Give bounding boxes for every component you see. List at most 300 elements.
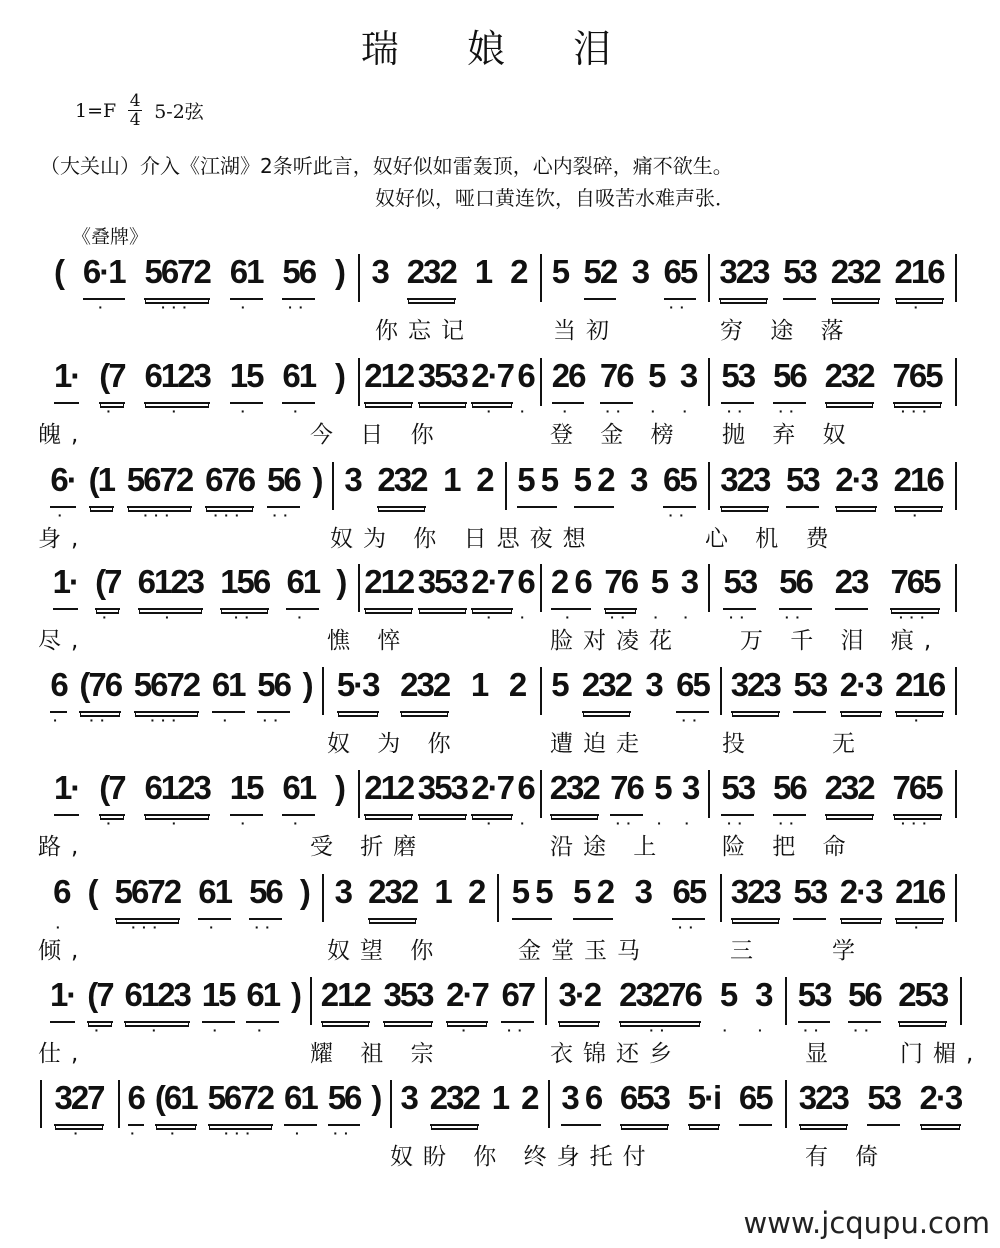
- note-group: ): [335, 769, 345, 806]
- octave-dots: ·: [130, 1125, 142, 1141]
- note-group: 3: [344, 461, 361, 498]
- note-group: 1: [491, 1079, 509, 1116]
- notation-line: [0, 1078, 1000, 1141]
- measure: [40, 1078, 118, 1141]
- lyric-text: 心 机 费: [705, 526, 839, 552]
- octave-dots: ··: [272, 507, 294, 523]
- note-group: 5 ·: [650, 563, 668, 625]
- lyric-text: 魄,: [38, 422, 89, 448]
- note-group: 323: [719, 252, 768, 300]
- octave-dots: ·: [913, 299, 925, 315]
- note-group: 232: [825, 768, 874, 816]
- note-group: 53 ··: [797, 976, 831, 1038]
- lyric-text: 穷 途 落: [720, 318, 854, 344]
- note-group: 3: [631, 253, 649, 290]
- note-group: ): [312, 461, 322, 498]
- note-group: 3: [645, 666, 662, 703]
- barline: [708, 564, 710, 612]
- note-group: 5 ·: [719, 976, 737, 1038]
- octave-dots: ·: [682, 403, 694, 419]
- octave-dots: ·: [293, 403, 305, 419]
- note-group: 6 ·: [53, 873, 70, 935]
- notation-line: [0, 872, 1000, 935]
- note-group: ): [335, 253, 345, 290]
- octave-dots: ··: [727, 403, 749, 419]
- measure: [540, 252, 708, 315]
- notation-line: [0, 356, 1000, 419]
- barline: [708, 358, 710, 406]
- octave-dots: ·: [683, 609, 695, 625]
- lyric-text: 奴盼 你 终身托付: [390, 1144, 656, 1170]
- tune-label: 《叠牌》: [72, 226, 149, 248]
- note-group: 212: [321, 975, 370, 1023]
- octave-dots: ·: [565, 609, 577, 625]
- octave-dots: ···: [143, 507, 176, 523]
- measure: [322, 872, 497, 928]
- barline: [785, 977, 787, 1025]
- barline: [545, 977, 547, 1025]
- lyric-text: 仕,: [38, 1041, 89, 1067]
- note-group: 2·7 ·: [446, 976, 488, 1038]
- barline: [955, 667, 957, 715]
- octave-dots: ·: [653, 609, 665, 625]
- measure: [785, 975, 960, 1038]
- note-group: 353: [418, 356, 467, 404]
- note-group: 53 ··: [723, 563, 757, 625]
- measure: [310, 975, 545, 1038]
- note-group: 53: [786, 460, 819, 508]
- octave-dots: ···: [224, 1125, 257, 1141]
- note-group: 6 ·: [517, 563, 534, 625]
- barline: [708, 254, 710, 302]
- measure: [358, 768, 540, 831]
- barline: [118, 1080, 120, 1128]
- octave-dots: ·: [55, 919, 67, 935]
- note-group: 5 2: [574, 460, 614, 508]
- lyrics-line: [0, 312, 1000, 346]
- note-group: 216 ·: [894, 253, 944, 315]
- note-group: 6123 ·: [144, 357, 210, 419]
- intro-line-1: （大关山）介入《江湖》2条听此言，奴好似如雷轰顶，心内裂碎，痛不欲生。: [40, 154, 733, 178]
- note-group: 56 ··: [847, 976, 881, 1038]
- lyric-text: 奴 为 你: [327, 731, 461, 757]
- note-group: 53: [783, 252, 816, 300]
- measure: [358, 356, 540, 419]
- octave-dots: ··: [669, 299, 691, 315]
- note-group: 323: [731, 665, 780, 713]
- note-group: 56 ··: [773, 769, 806, 831]
- note-group: 3: [371, 253, 388, 290]
- octave-dots: ·: [94, 1022, 106, 1038]
- lyric-text: 尽,: [38, 628, 89, 654]
- note-group: 6123 ·: [137, 563, 204, 625]
- measure: [540, 665, 720, 728]
- octave-dots: ···: [150, 712, 183, 728]
- note-group: 6123 ·: [124, 976, 190, 1038]
- lyric-text: 三: [730, 938, 763, 964]
- note-group: 65 ··: [663, 253, 697, 315]
- octave-dots: ·: [240, 815, 252, 831]
- measure: [497, 872, 720, 935]
- octave-dots: ··: [254, 919, 277, 935]
- note-group: 212: [364, 562, 413, 610]
- watermark: www.jcqupu.com: [743, 1206, 990, 1240]
- barline: [322, 667, 324, 715]
- note-group: 56 ··: [249, 873, 282, 935]
- note-group: 53: [793, 872, 826, 920]
- note-group: 232: [831, 252, 880, 300]
- note-group: 5 5: [517, 460, 557, 508]
- measure: [40, 562, 358, 625]
- measure: [548, 1078, 785, 1134]
- note-group: 323: [720, 460, 769, 508]
- measure: [118, 1078, 390, 1141]
- note-group: 353: [418, 562, 467, 610]
- note-group: ): [336, 563, 346, 600]
- octave-dots: ··: [610, 609, 632, 625]
- measure: [358, 562, 540, 625]
- measure: [390, 1078, 548, 1134]
- note-group: 212: [364, 356, 413, 404]
- note-group: 23: [835, 562, 868, 610]
- measure: [540, 768, 708, 831]
- note-group: 3·2: [558, 975, 600, 1023]
- barline: [40, 1080, 42, 1128]
- octave-dots: ··: [649, 1022, 671, 1038]
- note-group: 216 ·: [895, 873, 945, 935]
- note-group: 1·: [53, 562, 78, 610]
- lyric-text: 衣锦还乡: [550, 1041, 682, 1067]
- note-group: 2·3: [840, 665, 882, 713]
- octave-dots: ···: [901, 403, 934, 419]
- time-signature: $\frac{4}{4}$: [129, 91, 141, 130]
- measure: [708, 460, 955, 523]
- octave-dots: ·: [240, 403, 252, 419]
- note-group: 5672 ···: [144, 253, 210, 315]
- barline: [785, 1080, 787, 1128]
- note-group: 65 ··: [672, 873, 706, 935]
- note-group: 5672 ···: [126, 461, 193, 523]
- octave-dots: ··: [615, 815, 638, 831]
- note-group: 76 ··: [599, 357, 633, 419]
- note-group: 5 ·: [654, 769, 671, 831]
- octave-dots: ·: [914, 919, 925, 935]
- octave-dots: ··: [333, 1125, 355, 1141]
- note-group: 1·: [54, 356, 79, 404]
- lyrics-line: [0, 622, 1000, 656]
- barline: [955, 358, 957, 406]
- barline: [358, 770, 360, 818]
- note-group: 56 ··: [327, 1079, 361, 1141]
- lyrics-line: [0, 1138, 1000, 1172]
- barline: [540, 770, 542, 818]
- barline: [960, 977, 962, 1025]
- note-group: 2·7 ·: [471, 563, 513, 625]
- lyric-text: 有 倚: [805, 1144, 889, 1170]
- note-group: 3: [400, 1079, 417, 1116]
- lyrics-line: [0, 1035, 1000, 1069]
- note-group: ): [302, 666, 312, 703]
- note-group: 353: [418, 768, 467, 816]
- lyric-text: 受 折磨: [310, 834, 427, 860]
- measure: [332, 460, 505, 516]
- octave-dots: ·: [722, 1022, 734, 1038]
- note-group: 2: [521, 1079, 538, 1116]
- octave-dots: ·: [212, 1022, 224, 1038]
- note-group: 5·3: [337, 665, 379, 713]
- octave-dots: ·: [73, 1125, 85, 1141]
- measure: [40, 665, 322, 728]
- notation-line: [0, 665, 1000, 728]
- lyric-text: 耀 祖 宗: [310, 1041, 444, 1067]
- note-group: 676 ···: [205, 461, 255, 523]
- note-group: 76 ··: [610, 769, 643, 831]
- note-group: 56 ··: [257, 666, 290, 728]
- note-group: 6 ·: [517, 357, 534, 419]
- note-group: 56 ··: [282, 253, 316, 315]
- note-group: 3: [630, 461, 647, 498]
- note-group: 61 ·: [283, 1079, 317, 1141]
- note-group: 232: [407, 252, 456, 300]
- octave-dots: ··: [778, 403, 801, 419]
- octave-dots: ·: [240, 299, 252, 315]
- key-signature: [75, 92, 204, 129]
- note-group: 15 ·: [229, 357, 263, 419]
- octave-dots: ···: [901, 815, 934, 831]
- lyric-text: 险 把 命: [722, 834, 856, 860]
- note-group: 216 ·: [893, 461, 943, 523]
- note-group: 65 ··: [676, 666, 709, 728]
- measure: [708, 562, 955, 625]
- barline: [358, 254, 360, 302]
- song-title: 瑞 娘 泪: [360, 27, 640, 71]
- barline: [955, 254, 957, 302]
- octave-dots: ··: [89, 712, 111, 728]
- octave-dots: ···: [131, 919, 164, 935]
- note-group: 3 ·: [681, 769, 699, 831]
- lyric-text: 身,: [38, 526, 89, 552]
- note-group: 232: [368, 872, 417, 920]
- note-group: 6123 ·: [144, 769, 210, 831]
- note-group: 5 2: [573, 872, 613, 920]
- lyric-text: 抛 弃 奴: [722, 422, 856, 448]
- octave-dots: ·: [486, 815, 498, 831]
- note-group: ): [335, 357, 345, 394]
- barline: [497, 874, 499, 922]
- octave-dots: ·: [758, 1022, 769, 1038]
- note-group: 2·7 ·: [471, 769, 513, 831]
- lyric-text: 憔 悴: [327, 628, 411, 654]
- octave-dots: ·: [222, 712, 234, 728]
- octave-dots: ·: [106, 815, 118, 831]
- measure: [540, 562, 708, 625]
- note-group: 5672 ···: [207, 1079, 273, 1141]
- measure: [545, 975, 785, 1038]
- lyric-text: 无: [832, 731, 865, 757]
- note-group: 232: [825, 356, 874, 404]
- note-group: 253: [898, 975, 947, 1023]
- measure: [40, 872, 322, 935]
- note-group: ): [291, 976, 301, 1013]
- note-group: 2·3: [835, 460, 877, 508]
- lyric-text: 沿途 上: [550, 834, 667, 860]
- note-group: 232: [377, 460, 426, 508]
- note-group: (1: [89, 460, 114, 508]
- note-group: 6 ·: [517, 769, 534, 831]
- lyrics-line: [0, 416, 1000, 450]
- note-group: (76 ··: [79, 666, 122, 728]
- octave-dots: ·: [98, 299, 110, 315]
- note-group: 212: [364, 768, 413, 816]
- note-group: 61 ·: [282, 769, 316, 831]
- barline: [548, 1080, 550, 1128]
- barline: [540, 358, 542, 406]
- measure: [40, 252, 358, 315]
- measure: [785, 1078, 975, 1134]
- barline: [720, 874, 722, 922]
- note-group: 61 ·: [286, 563, 320, 625]
- note-group: 232: [400, 665, 449, 713]
- octave-dots: ·: [657, 815, 668, 831]
- barline: [708, 770, 710, 818]
- octave-dots: ··: [605, 403, 627, 419]
- octave-dots: ··: [727, 815, 749, 831]
- note-group: 76 ··: [604, 563, 638, 625]
- octave-dots: ·: [520, 815, 531, 831]
- octave-dots: ··: [288, 299, 310, 315]
- barline: [332, 462, 334, 510]
- measure: [40, 356, 358, 419]
- note-group: 53: [793, 665, 826, 713]
- note-group: 3: [634, 873, 651, 910]
- note-group: 65: [739, 1078, 772, 1126]
- octave-dots: ·: [293, 815, 305, 831]
- note-group: 2·3: [920, 1078, 962, 1126]
- note-group: 53: [867, 1078, 900, 1126]
- barline: [955, 770, 957, 818]
- note-group: 26 ·: [551, 357, 585, 419]
- note-group: 6 ·: [50, 666, 67, 728]
- note-group: 232: [430, 1078, 479, 1126]
- barline: [720, 667, 722, 715]
- measure: [322, 665, 540, 721]
- barline: [540, 564, 542, 612]
- note-group: 1: [434, 873, 451, 910]
- note-group: 61 ·: [246, 976, 280, 1038]
- note-group: 3: [334, 873, 351, 910]
- barline: [322, 874, 324, 922]
- note-group: ): [371, 1079, 381, 1116]
- note-group: 15 ·: [229, 769, 263, 831]
- octave-dots: ··: [681, 712, 704, 728]
- octave-dots: ·: [912, 507, 924, 523]
- note-group: 6·1 ·: [82, 253, 125, 315]
- barline: [708, 462, 710, 510]
- measure: [540, 356, 708, 419]
- note-group: (7 ·: [95, 563, 121, 625]
- note-group: 2: [508, 666, 526, 703]
- note-group: 2·3: [840, 872, 882, 920]
- notation-line: [0, 252, 1000, 315]
- barline: [540, 667, 542, 715]
- note-group: 53 ··: [721, 769, 755, 831]
- note-group: 5 ·: [648, 357, 665, 419]
- octave-dots: ···: [213, 507, 246, 523]
- note-group: 2: [467, 873, 485, 910]
- octave-dots: ·: [171, 815, 183, 831]
- lyrics-line: [0, 520, 1000, 554]
- note-group: 6 ·: [127, 1079, 144, 1141]
- note-group: 5: [551, 666, 568, 703]
- barline: [955, 874, 957, 922]
- octave-dots: ·: [151, 1022, 163, 1038]
- octave-dots: ··: [803, 1022, 825, 1038]
- barline: [955, 564, 957, 612]
- barline: [955, 462, 957, 510]
- octave-dots: ···: [898, 609, 931, 625]
- octave-dots: ·: [106, 403, 118, 419]
- note-group: 61 ·: [229, 253, 263, 315]
- notation-line: [0, 460, 1000, 523]
- note-group: 6· ·: [50, 461, 76, 523]
- note-group: 65 ··: [662, 461, 696, 523]
- octave-dots: ··: [668, 507, 690, 523]
- string-tuning: 5-2弦: [154, 101, 204, 123]
- barline: [390, 1080, 392, 1128]
- measure: [505, 460, 708, 523]
- note-group: 5672 ···: [114, 873, 181, 935]
- octave-dots: ·: [914, 712, 925, 728]
- note-group: 5 5: [512, 872, 552, 920]
- lyric-text: 遭迫走: [550, 731, 649, 757]
- lyrics-line: [0, 725, 1000, 759]
- octave-dots: ·: [486, 403, 498, 419]
- measure: [720, 872, 955, 935]
- octave-dots: ··: [234, 609, 256, 625]
- note-group: 52: [584, 252, 617, 300]
- notation-line: [0, 975, 1000, 1038]
- lyric-text: 显: [805, 1041, 838, 1067]
- octave-dots: ··: [778, 815, 801, 831]
- octave-dots: ·: [171, 403, 183, 419]
- note-group: 56 ··: [779, 563, 812, 625]
- notation-line: [0, 768, 1000, 831]
- note-group: 5: [551, 253, 569, 290]
- measure: [708, 252, 955, 315]
- measure: [720, 665, 955, 728]
- note-group: 1·: [50, 975, 75, 1023]
- note-group: 56 ··: [773, 357, 806, 419]
- note-group: (: [53, 253, 63, 290]
- note-group: 15 ·: [201, 976, 235, 1038]
- note-group: 53 ··: [721, 357, 755, 419]
- note-group: 1·: [54, 768, 79, 816]
- note-group: 61 ·: [282, 357, 316, 419]
- barline: [310, 977, 312, 1025]
- note-group: 216 ·: [895, 666, 945, 728]
- octave-dots: ··: [784, 609, 807, 625]
- note-group: 1: [474, 253, 492, 290]
- octave-dots: ·: [209, 919, 220, 935]
- octave-dots: ··: [678, 919, 700, 935]
- tonic: 1=F: [75, 99, 117, 122]
- note-group: 353: [383, 975, 432, 1023]
- octave-dots: ···: [161, 299, 194, 315]
- octave-dots: ·: [170, 1125, 182, 1141]
- note-group: 2·7 ·: [471, 357, 513, 419]
- octave-dots: ·: [102, 609, 114, 625]
- octave-dots: ·: [297, 609, 309, 625]
